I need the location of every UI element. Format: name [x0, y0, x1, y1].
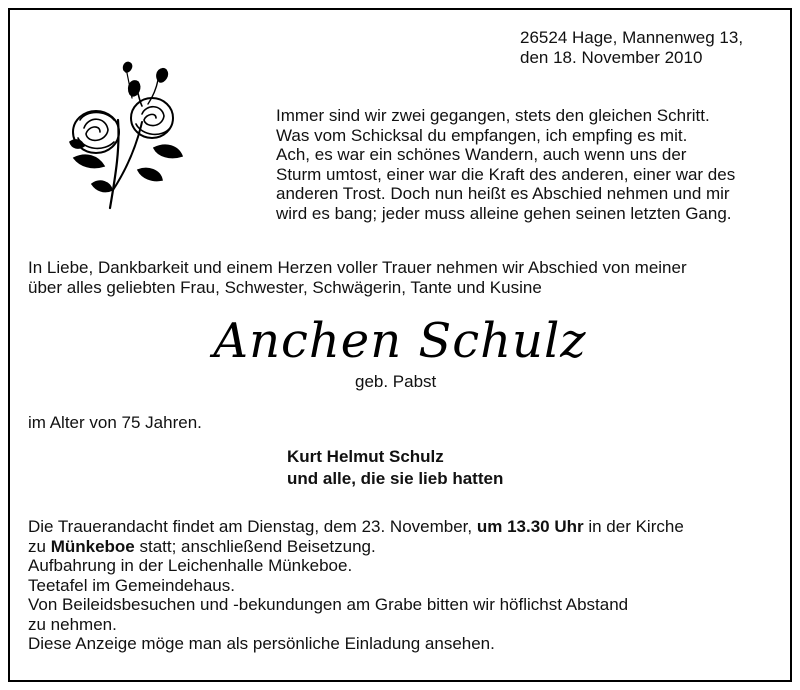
family-signature — [287, 446, 503, 490]
poem-line: wird es bang; jeder muss alleine gehen seinen letzten Gang. — [276, 203, 732, 223]
poem-line: Sturm umtost, einer war die Kraft des anderen, einer war des — [276, 164, 736, 184]
maiden-name: geb. Pabst — [355, 372, 437, 391]
poem-block — [276, 106, 735, 223]
family-line: und alle, die sie lieb hatten — [287, 469, 504, 488]
details-line — [28, 517, 684, 537]
poem-line: Was vom Schicksal du empfangen, ich empfing es mit. — [276, 125, 688, 145]
intro-line: über alles geliebten Frau, Schwester, Schwägerin, Tante und Kusine — [28, 277, 542, 297]
address-block — [520, 28, 743, 67]
deceased-name: Anchen Schulz — [213, 313, 587, 369]
intro-line: In Liebe, Dankbarkeit und einem Herzen voller Trauer nehmen wir Abschied von meiner — [28, 258, 687, 277]
poem-line: Ach, es war ein schönes Wandern, auch wenn uns der — [276, 145, 687, 164]
details-line: Diese Anzeige möge man als persönliche Einladung ansehen. — [28, 634, 495, 653]
poem-line: anderen Trost. Doch nun heißt es Abschied nehmen und mir — [276, 184, 730, 203]
date-line: den 18. November 2010 — [520, 47, 703, 67]
address-line: 26524 Hage, Mannenweg 13, — [520, 28, 744, 47]
details-line: Teetafel im Gemeindehaus. — [28, 575, 235, 595]
service-place: Münkeboe — [50, 536, 135, 556]
details-text: statt; anschließend Beisetzung. — [134, 536, 376, 556]
intro-text — [28, 258, 687, 297]
details-line: zu nehmen. — [28, 614, 117, 634]
service-details — [28, 517, 684, 654]
service-time: um 13.30 Uhr — [476, 517, 584, 536]
details-line — [28, 537, 684, 557]
details-text: zu — [28, 536, 51, 556]
poem-line: Immer sind wir zwei gegangen, stets den gleichen Schritt. — [276, 106, 710, 125]
rose-icon — [66, 58, 184, 210]
details-text: in der Kirche — [583, 517, 684, 536]
details-text: Die Trauerandacht findet am Dienstag, dem 23. November, — [28, 517, 477, 536]
family-line: Kurt Helmut Schulz — [287, 447, 444, 466]
age-text: im Alter von 75 Jahren. — [28, 413, 202, 432]
details-line: Von Beileidsbesuchen und -bekundungen am Grabe bitten wir höflichst Abstand — [28, 595, 629, 614]
details-line: Aufbahrung in der Leichenhalle Münkeboe. — [28, 556, 353, 575]
